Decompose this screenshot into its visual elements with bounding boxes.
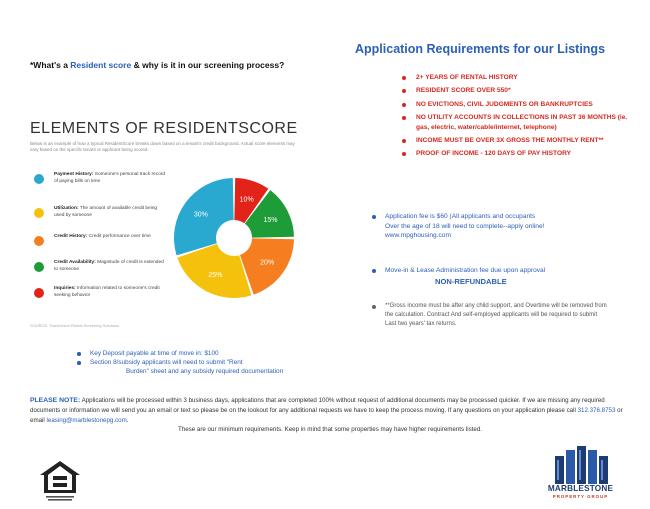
- bullet: [372, 269, 376, 273]
- legend-swatch: [34, 236, 44, 246]
- deposit-notes: [90, 349, 350, 376]
- section8-note: Section 8/subsidy applicants will need to submit "Rent Burden" sheet and any subsidy required documentation: [90, 358, 350, 376]
- bullet: [372, 215, 376, 219]
- legend-swatch: [34, 288, 44, 298]
- bullet: [372, 305, 376, 309]
- email-link[interactable]: leasing@marblestonepg.com: [46, 416, 127, 424]
- requirement-income: INCOME MUST BE OVER 3X GROSS THE MONTHLY RENT**: [400, 136, 640, 146]
- pie-label-inquiries: 10%: [239, 196, 254, 204]
- marblestone-building-icon: [533, 446, 628, 484]
- chart-source: SOURCE: TransUnion Rental Screening Solutions: [30, 323, 120, 328]
- key-deposit-note: Key Deposit payable at time of move in: $100: [90, 349, 350, 358]
- move-in-fee-note: Move-in & Lease Administration fee due upon approval NON-REFUNDABLE: [385, 266, 635, 286]
- requirements-title: Application Requirements for our Listings: [355, 42, 606, 56]
- please-note-label: PLEASE NOTE:: [30, 397, 81, 404]
- legend-swatch: [34, 208, 44, 218]
- requirement-rental-history: 2+ YEARS OF RENTAL HISTORY: [400, 73, 640, 83]
- pie-slice-utilization: [177, 244, 251, 298]
- resident-score-term: Resident score: [70, 60, 132, 70]
- non-refundable-label: NON-REFUNDABLE: [435, 276, 507, 286]
- elements-subtitle: Below is an example of how a typical ResidentScore breaks down based on a tenant's credit background. Actual score elements may vary based on the specific tenant or applicant being scored.: [30, 141, 295, 152]
- requirement-no-evictions: NO EVICTIONS, CIVIL JUDGMENTS OR BANKRUPTCIES: [400, 100, 640, 110]
- phone-link[interactable]: 312.376.8753: [577, 406, 616, 414]
- gross-income-note: **Gross income must be after any child support, and Overtime will be removed from the calculation. Contract And self-employed applicants will be required to submit Last two years' tax returns.: [385, 302, 610, 329]
- bullet: [77, 352, 81, 356]
- pie-label-payment-history: 30%: [193, 211, 208, 219]
- resident-score-elements: ELEMENTS OF RESIDENTSCORE Below is an example of how a typical ResidentScore breaks down based on a tenant's credit background. Actual score elements may vary based on the specific tenant or applicant being scored. Payment History: Someone's personal track record of paying bills on time Utilization: The amount of available credit being used by someone Credit History: Credit performance over time Credit Availability: Magnitude of credit is extended to someone Inquiries: Information related to someone's credit seeking behavior 10% 15% 20% 25% 30% SOURCE: TransUnion Rental Screening Solutions: [30, 120, 340, 340]
- resident-score-donut-chart: [172, 176, 296, 300]
- logo-wordmark: MARBLESTONE: [547, 484, 614, 493]
- website-link[interactable]: www.mpghousing.com: [385, 232, 451, 240]
- legend-swatch: [34, 262, 44, 272]
- application-fee-note: Application fee is $60 (All applicants and occupants Over the age of 18 will need to complete--apply online! www.mpghousing.com: [385, 212, 635, 241]
- requirement-resident-score: RESIDENT SCORE OVER 550*: [400, 86, 640, 96]
- please-note: PLEASE NOTE: Applications will be processed within 3 business days, applications that are completed 100% without request of additional documents may be processed quicker. If we are missing any required documents or information we will send you an email or text so please be on the lookout for any additional requests we have to keep the process moving. If any questions on your application please call 312.376.8753 or email leasing@marblestonepg.com. These are our minimum requirements. Keep in mind that some properties may have higher requirements listed.: [30, 396, 630, 435]
- equal-housing-icon: [36, 459, 84, 503]
- pie-label-utilization: 25%: [208, 272, 223, 280]
- logo-tagline: PROPERTY GROUP: [552, 494, 609, 499]
- requirement-proof-of-income: PROOF OF INCOME - 120 DAYS OF PAY HISTORY: [400, 149, 640, 159]
- legend-swatch: [34, 174, 44, 184]
- requirement-utilities: NO UTILITY ACCOUNTS IN COLLECTIONS IN PAST 36 MONTHS (ie. gas, electric, water/cable/internet, telephone): [400, 113, 640, 133]
- pie-label-credit-history: 20%: [260, 259, 275, 267]
- marblestone-logo: [533, 446, 628, 504]
- minimum-requirements-footer: These are our minimum requirements. Keep in mind that some properties may have higher requirements listed.: [177, 426, 482, 434]
- requirements-list: [400, 73, 640, 163]
- resident-score-question: *What's a Resident score & why is it in our screening process?: [30, 60, 285, 70]
- bullet: [77, 361, 81, 365]
- pie-label-credit-availability: 15%: [263, 216, 278, 224]
- elements-title: ELEMENTS OF RESIDENTSCORE: [30, 120, 298, 137]
